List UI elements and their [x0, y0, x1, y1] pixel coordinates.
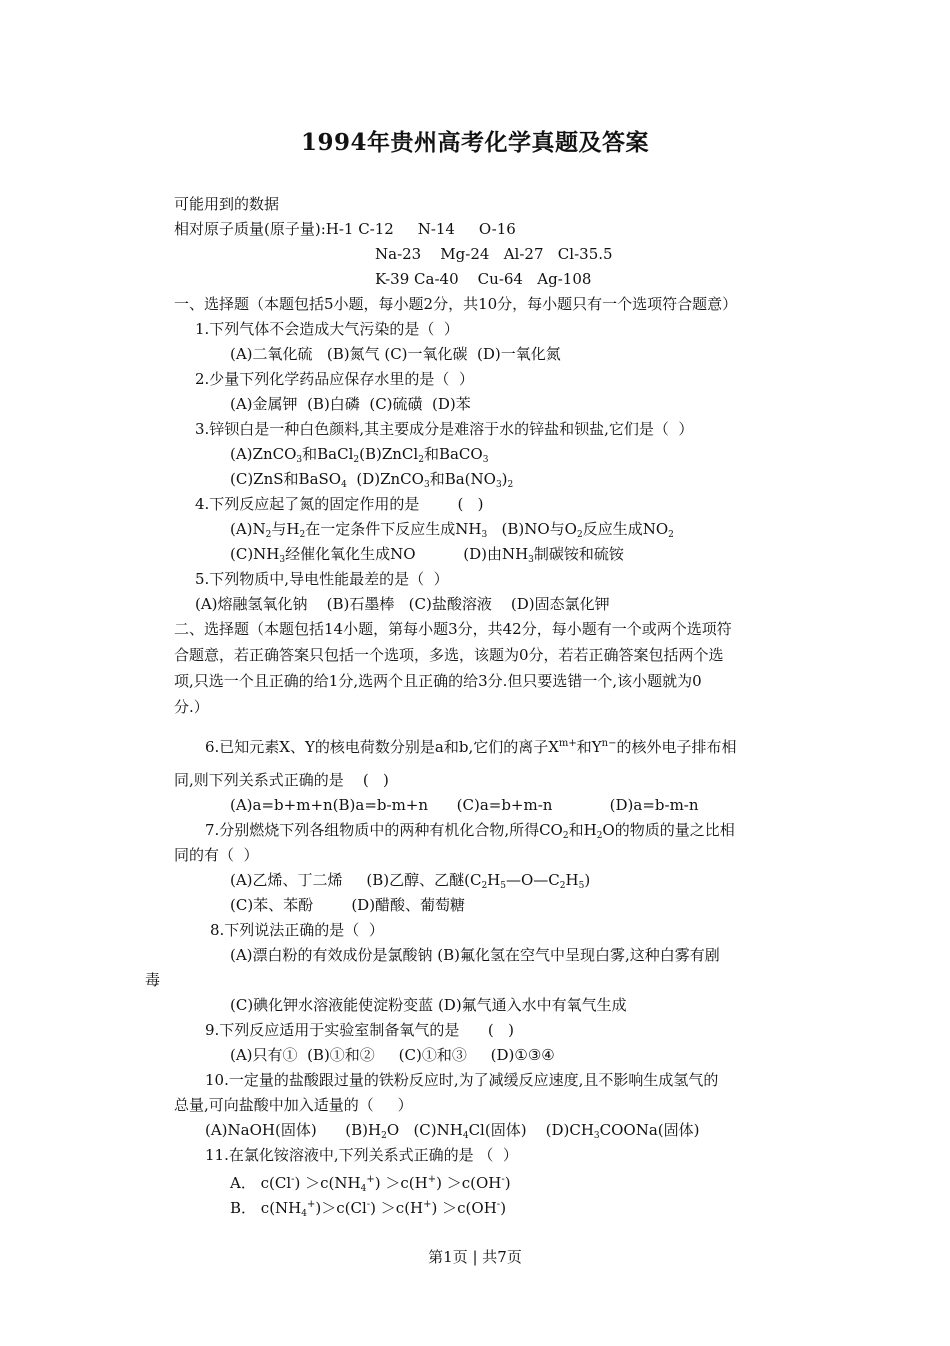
question-8-options-ab: (A)漂白粉的有效成份是氯酸钠 (B)氟化氢在空气中呈现白雾,这种白雾有剧 — [230, 946, 720, 964]
question-9-options: (A)只有① (B)①和② (C)①和③ (D)①③④ — [230, 1046, 555, 1064]
question-7-stem: 7.分别燃烧下列各组物质中的两种有机化合物,所得$CO_2$和$H_2O$的物质的量之比相 — [205, 821, 735, 841]
atomic-mass-row-1: 相对原子质量(原子量):H-1 C-12 N-14 O-16 — [174, 220, 516, 238]
question-8-options-ab-tail: 毒 — [145, 971, 161, 989]
question-10-stem: 10.一定量的盐酸跟过量的铁粉反应时,为了减缓反应速度,且不影响生成氢气的 — [205, 1071, 719, 1089]
question-3-stem: 3.锌钡白是一种白色颜料,其主要成分是难溶于水的锌盐和钡盐,它们是（ ） — [195, 420, 694, 438]
section-2-heading-line-4: 分.） — [174, 698, 209, 716]
page-footer: 第1页 | 共7页 — [428, 1248, 522, 1266]
question-11-option-b: B． $c(NH_4^+)>c(Cl^-) >c(H^+) >c(OH^-)$ — [230, 1199, 507, 1219]
question-7-stem-line-2: 同的有（ ） — [174, 846, 259, 864]
question-5-options: (A)熔融氢氧化钠 (B)石墨棒 (C)盐酸溶液 (D)固态氯化钾 — [195, 595, 610, 613]
section-2-heading-line-3: 项,只选一个且正确的给1分,选两个且正确的给3分.但只要选错一个,该小题就为0 — [174, 672, 702, 690]
question-5-stem: 5.下列物质中,导电性能最差的是（ ） — [195, 570, 449, 588]
question-10-options: (A)NaOH(固体) $(B)H_2O$ $(C)NH_4Cl$(固体) $(D)CH_3COONa$(固体) — [205, 1121, 700, 1141]
question-10-stem-line-2: 总量,可向盐酸中加入适量的（ ） — [174, 1096, 413, 1114]
question-4-options-ab: $(A)N_2$与$H_2$在一定条件下反应生成$NH_3$ (B)NO与$O_2$反应生成$NO_2$ — [230, 520, 674, 540]
page-title: 1994年贵州高考化学真题及答案 — [300, 129, 649, 156]
data-header: 可能用到的数据 — [174, 195, 280, 213]
question-8-options-cd: (C)碘化钾水溶液能使淀粉变蓝 (D)氟气通入水中有氧气生成 — [230, 996, 627, 1014]
question-7-options-ab: (A)乙烯、丁二烯 (B)乙醇、乙醚$(C_2H_5—O—C_2H_5)$ — [230, 871, 591, 891]
question-3-options-ab: (A)ZnCO$_3$和BaCl$_2$(B)ZnCl$_2$和BaCO$_3$ — [230, 445, 489, 465]
question-6-stem: 6.已知元素X、Y的核电荷数分别是a和b,它们的离子$X^{m+}$和$Y^{n-}$的核外电子排布相 — [205, 738, 737, 756]
question-2-options: (A)金属钾 (B)白磷 (C)硫磺 (D)苯 — [230, 395, 471, 413]
section-2-heading-line-2: 合题意，若正确答案只包括一个选项，多选，该题为0分，若若正确答案包括两个选 — [174, 646, 724, 664]
question-4-options-cd: $(C)NH_3$经催化氧化生成NO (D)由$NH_3$制碳铵和硫铵 — [230, 545, 624, 565]
section-1-heading: 一、选择题（本题包括5小题，每小题2分，共10分，每小题只有一个选项符合题意） — [174, 295, 738, 313]
question-11-option-a: A． $c(Cl^-) >c(NH_4^+) >c(H^+) >c(OH^-)$ — [230, 1174, 511, 1194]
question-6-options: (A)a=b+m+n(B)a=b-m+n (C)a=b+m-n (D)a=b-m-n — [230, 796, 699, 814]
atomic-mass-row-3: K-39 Ca-40 Cu-64 Ag-108 — [375, 270, 592, 288]
question-3-options-cd: (C)ZnS和BaSO$_4$ (D)ZnCO$_3$和$Ba(NO_3)_2$ — [230, 470, 514, 490]
atomic-mass-row-2: Na-23 Mg-24 Al-27 Cl-35.5 — [375, 245, 613, 263]
question-2-stem: 2.少量下列化学药品应保存水里的是（ ） — [195, 370, 474, 388]
question-8-stem: 8.下列说法正确的是（ ） — [210, 921, 384, 939]
question-9-stem: 9.下列反应适用于实验室制备氧气的是 ( ) — [205, 1021, 514, 1039]
question-1-options: (A)二氧化硫 (B)氮气 (C)一氧化碳 (D)一氧化氮 — [230, 345, 561, 363]
question-1-stem: 1.下列气体不会造成大气污染的是（ ） — [195, 320, 459, 338]
question-4-stem: 4.下列反应起了氮的固定作用的是 ( ) — [195, 495, 484, 513]
section-2-heading-line-1: 二、选择题（本题包括14小题，第每小题3分，共42分，每小题有一个或两个选项符 — [174, 620, 732, 638]
question-11-stem: 11.在氯化铵溶液中,下列关系式正确的是 （ ） — [205, 1146, 518, 1164]
question-6-stem-line-2: 同,则下列关系式正确的是 ( ) — [174, 771, 389, 789]
question-7-options-cd: (C)苯、苯酚 (D)醋酸、葡萄糖 — [230, 896, 466, 914]
